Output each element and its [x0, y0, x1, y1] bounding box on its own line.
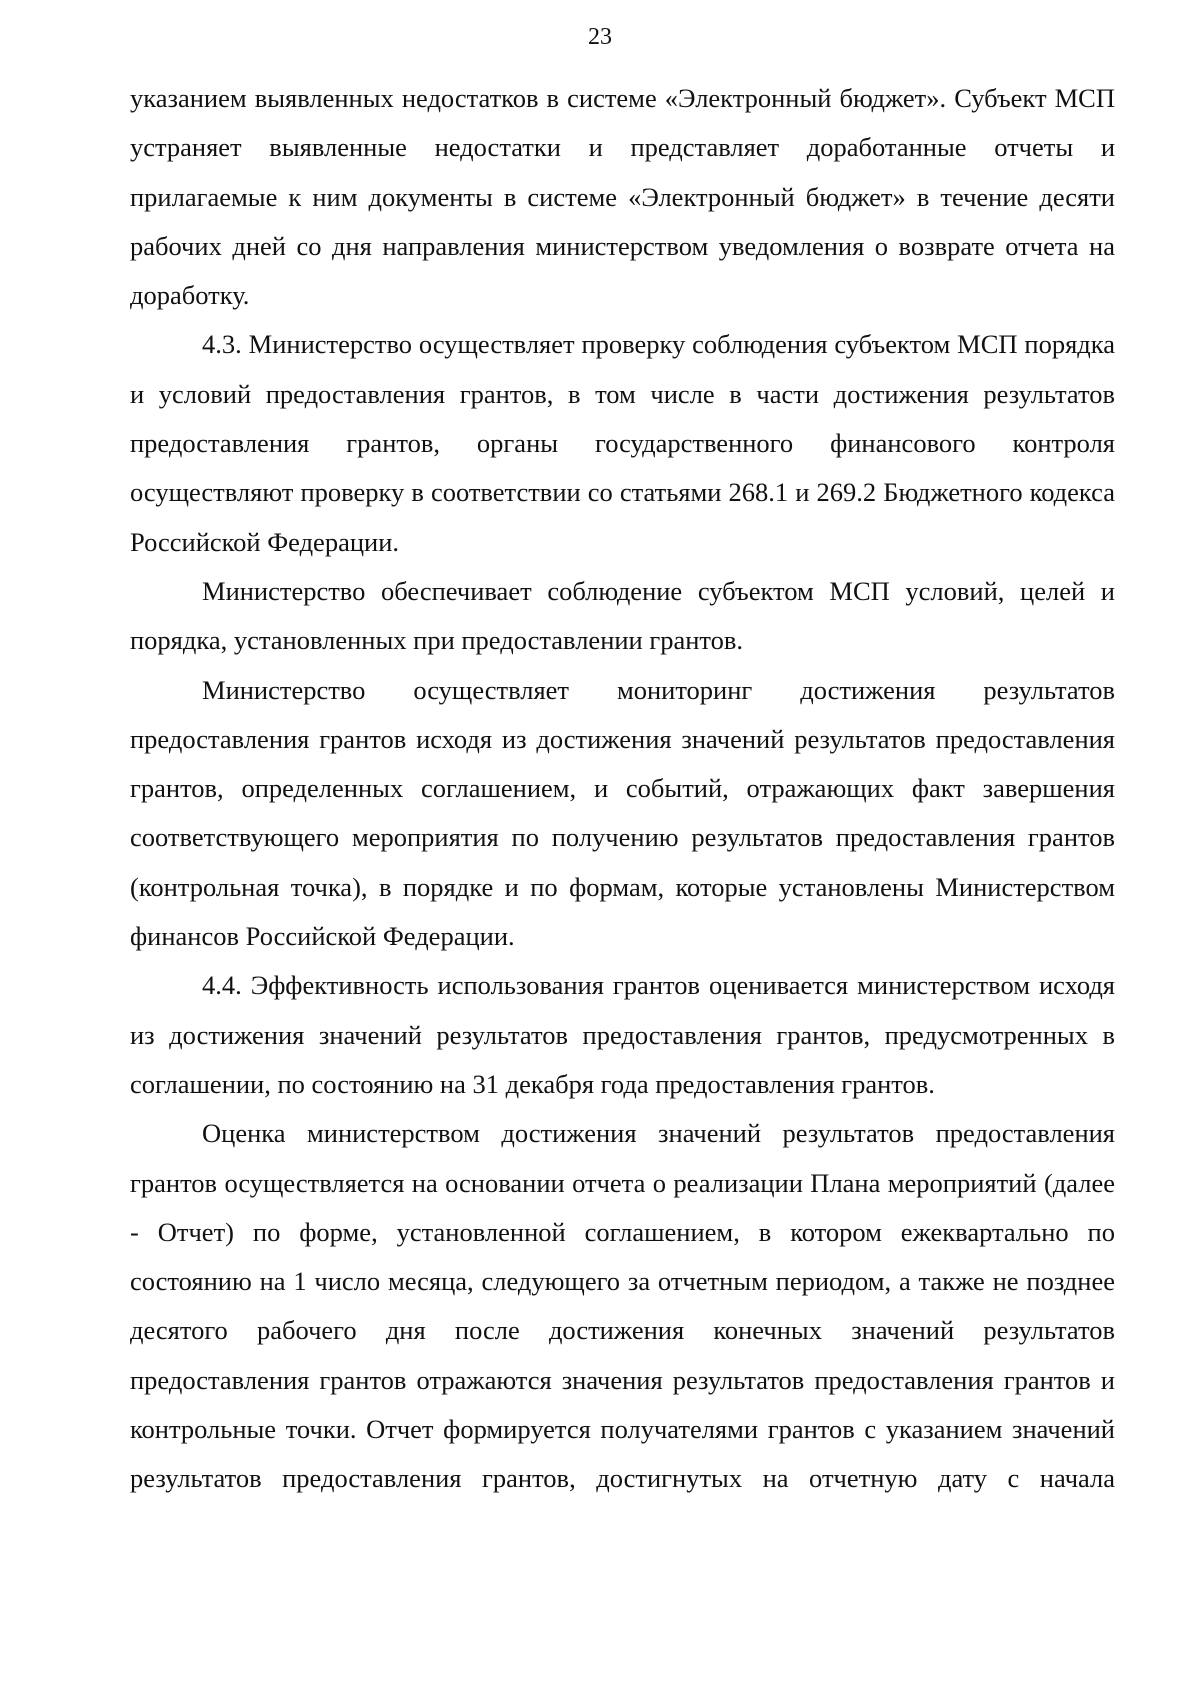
paragraph-assessment: Оценка министерством достижения значений результатов предоставления грантов осуществляется на основании отчета о реализации Плана мероприятий (далее - Отчет) по форме, установленной соглашением, в котором ежеквартально по состоянию на 1 число месяца, следующего за отчетным периодом, а также не позднее десятого рабочего дня после достижения конечных значений результатов предоставления грантов отражаются значения результатов предоставления грантов и контрольные точки. Отчет формируется получателями грантов с указанием значений результатов предоставления грантов, достигнутых на отчетную дату с начала: [130, 1118, 1115, 1494]
document-body: [130, 74, 1115, 1504]
page-number: 23: [588, 24, 612, 50]
paragraph-section-4-3: 4.3. Министерство осуществляет проверку соблюдения субъектом МСП порядка и условий предоставления грантов, в том числе в части достижения результатов предоставления грантов, органы государственного финансового контроля осуществляют проверку в соответствии со статьями 268.1 и 269.2 Бюджетного кодекса Российской Федерации.: [130, 329, 1115, 557]
paragraph-compliance: Министерство обеспечивает соблюдение субъектом МСП условий, целей и порядка, установленных при предоставлении грантов.: [130, 575, 1115, 656]
paragraph-monitoring: Министерство осуществляет мониторинг достижения результатов предоставления грантов исходя из достижения значений результатов предоставления грантов, определенных соглашением, и событий, отражающих факт завершения соответствующего мероприятия по получению результатов предоставления грантов (контрольная точка), в порядке и по формам, которые установлены Министерством финансов Российской Федерации.: [130, 674, 1115, 952]
paragraph-returned-report: указанием выявленных недостатков в системе «Электронный бюджет». Субъект МСП устраняет выявленные недостатки и представляет доработанные отчеты и прилагаемые к ним документы в системе «Электронный бюджет» в течение десяти рабочих дней со дня направления министерством уведомления о возврате отчета на доработку.: [130, 83, 1115, 311]
paragraph-section-4-4: 4.4. Эффективность использования грантов оценивается министерством исходя из достижения значений результатов предоставления грантов, предусмотренных в соглашении, по состоянию на 31 декабря года предоставления грантов.: [130, 970, 1115, 1099]
